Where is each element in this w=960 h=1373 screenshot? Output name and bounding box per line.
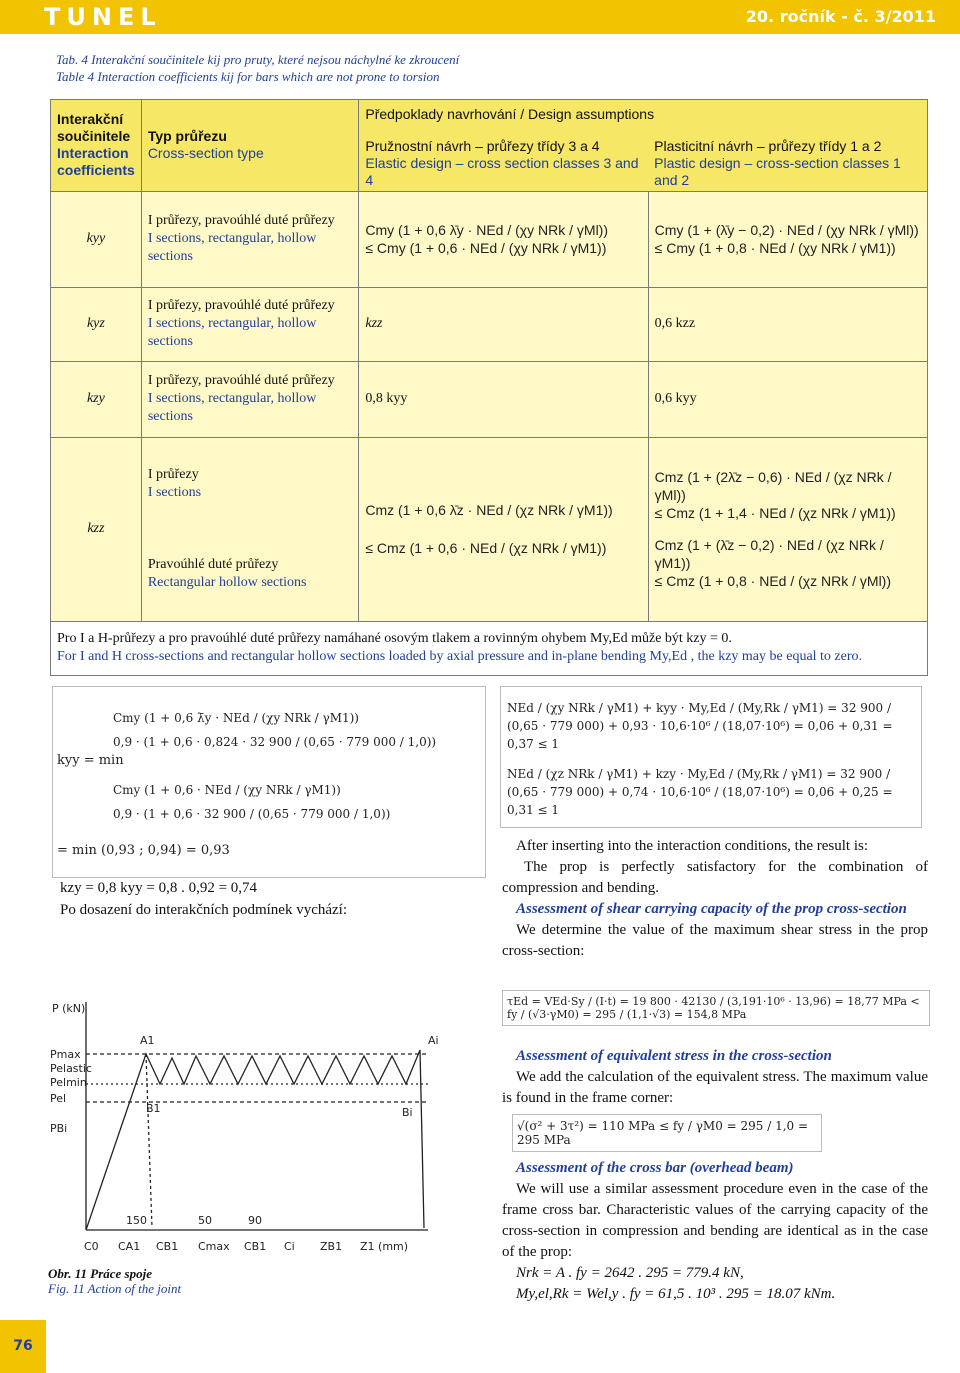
kyy-min-label: kyy = min (57, 753, 124, 768)
kyy-result: = min (0,93 ; 0,94) = 0,93 (57, 843, 230, 858)
kyy-term-2-values: 0,9 · (1 + 0,6 · 32 900 / (0,65 · 779 000 / 1,0)) (113, 807, 391, 821)
kyy-term-1: Cmy (1 + 0,6 λ̄y · NEd / (χy NRk / γM1)) (113, 711, 359, 725)
header-coefficients: Interakční součinitele Interaction coefficients (51, 100, 142, 192)
kyy-term-1-values: 0,9 · (1 + 0,6 · 0,824 · 32 900 / (0,65 · 779 000 / 1,0)) (113, 735, 437, 749)
plastic-formula: 0,6 kyy (648, 361, 927, 437)
header-section-type: Typ průřezu Cross-section type (141, 100, 359, 192)
table-row (51, 437, 928, 621)
kzy-line: kzy = 0,8 kyy = 0,8 . 0,92 = 0,74 (60, 880, 258, 896)
point-label: A1 (140, 1034, 155, 1047)
x-num-90: 90 (248, 1214, 262, 1227)
elastic-formula: Cmz (1 + 0,6 λ̄z · NEd / (χz NRk / γM1)) ≤ Cmz (1 + 0,6 · NEd / (χz NRk / γM1)) (359, 437, 648, 621)
table-caption-en: Table 4 Interaction coefficients kij for bars which are not prone to torsion (56, 69, 440, 84)
y-tick-pbi: PBi (50, 1122, 68, 1135)
header-elastic: Pružnostní návrh – průřezy třídy 3 a 4 Elastic design – cross section classes 3 and 4 (359, 184, 648, 192)
cross-bar-text: Assessment of the cross bar (overhead beam) We will use a similar assessment procedure even in the case of the frame cross bar. Characteristic values of the carrying capacity of the cross-section in compression and bending are identical as in the case of the prop: Nrk = A . fy = 2642 . 295 = 779.4 kN, My,el,Rk = Wel,y . fy = 61,5 . 10³ . 295 = 18.07 kNm. (502, 1160, 928, 1302)
figure-caption-en: Fig. 11 Action of the joint (48, 1281, 182, 1296)
coef-kyz: kyz (51, 287, 142, 361)
elastic-formula: Cmy (1 + 0,6 λ̄y · NEd / (χy NRk / γMl)) ≤ Cmy (1 + 0,6 · NEd / (χy NRk / γM1)) (359, 191, 648, 287)
kyy-term-2: Cmy (1 + 0,6 · NEd / (χy NRk / γM1)) (113, 783, 341, 797)
elastic-formula: 0,8 kyy (359, 361, 648, 437)
coef-kzz: kzz (51, 437, 142, 621)
table-note: Pro I a H-průřezy a pro pravoúhlé duté průřezy namáhané osovým tlakem a rovinným ohybem My,Ed může být kzy = 0. For I and H cross-sections and rectangular hollow sections loaded by axial pressure and in-plane bending My,Ed , the kzy may be equal to zero. (51, 621, 928, 675)
kyy-calculation-image (52, 686, 486, 878)
x-tick: C0 (84, 1240, 99, 1253)
type-cell: I průřezy, pravoúhlé duté průřezy I sections, rectangular, hollow sections (141, 287, 359, 361)
interaction-table (50, 99, 928, 676)
x-num-150: 150 (126, 1214, 147, 1227)
plastic-formula: 0,6 kzz (648, 287, 927, 361)
y-tick-pelastic: Pelastic (50, 1062, 92, 1075)
header-plastic: Plasticitní návrh – průřezy třídy 1 a 2 Plastic design – cross-section classes 1 and 2 (648, 184, 927, 192)
x-tick: CB1 (244, 1240, 267, 1253)
shear-formula-image: τEd = VEd·Sy / (I·t) = 19 800 · 42130 / (3,191·10⁶ · 13,96) = 18,77 MPa < fy / (√3·γM0) = 295 / (1,1·√3) = 154,8 MPa (502, 990, 930, 1026)
coef-kyy: kyy (51, 191, 142, 287)
check-line-2: NEd / (χz NRk / γM1) + kzy · My,Ed / (My,Rk / γM1) = 32 900 / (0,65 · 779 000) + 0,74 · 10,6·10⁶ / (18,07·10⁶) = 0,06 + 0,25 = 0,31 ≤ 1 (507, 767, 893, 817)
table-note-row (51, 621, 928, 675)
x-tick: Cmax (198, 1240, 230, 1253)
type-cell: I průřezy I sections Pravoúhlé duté průřezy Rectangular hollow sections (141, 437, 359, 621)
table-caption-cz: Tab. 4 Interakční součinitele kij pro pruty, které nejsou náchylné ke zkroucení (56, 52, 460, 67)
coef-kzy: kzy (51, 361, 142, 437)
table-row (51, 287, 928, 361)
load-curve (86, 1050, 424, 1230)
type-cell: I průřezy, pravoúhlé duté průřezy I sections, rectangular, hollow sections (141, 191, 359, 287)
y-axis-label: P (kN) (52, 1002, 86, 1015)
elastic-formula: kzz (359, 287, 648, 361)
page-number: 76 (0, 1320, 46, 1373)
figure-caption-cz: Obr. 11 Práce spoje (48, 1266, 152, 1281)
point-label: Bi (402, 1106, 413, 1119)
right-column-text: After inserting into the interaction conditions, the result is: The prop is perfectly satisfactory for the combination of compression and bending. Assessment of shear carrying capacity of the prop cross-section We determine the value of the maximum shear stress in the prop cross-section: (502, 838, 928, 959)
y-tick-pel: Pel (50, 1092, 67, 1105)
plastic-formula: Cmy (1 + (λ̄y − 0,2) · NEd / (χy NRk / γMl)) ≤ Cmy (1 + 0,8 · NEd / (χy NRk / γM1)) (648, 191, 927, 287)
x-tick: CB1 (156, 1240, 179, 1253)
equivalent-stress-formula: √(σ² + 3τ²) = 110 MPa ≤ fy / γM0 = 295 / 1,0 = 295 MPa (512, 1114, 822, 1152)
equivalent-stress-text: Assessment of equivalent stress in the cross-section We add the calculation of the equivalent stress. The maximum value is found in the frame corner: (502, 1048, 928, 1106)
x-tick: CA1 (118, 1240, 141, 1253)
header-design-assumptions: Předpoklady navrhování / Design assumptions (359, 100, 928, 184)
joint-action-diagram (48, 992, 484, 1260)
issue-label: 20. ročník - č. 3/2011 (745, 7, 936, 26)
y-tick-pelmin: Pelmin (50, 1076, 87, 1089)
plastic-formula: Cmz (1 + (2λ̄z − 0,6) · NEd / (χz NRk / γMl)) ≤ Cmz (1 + 1,4 · NEd / (χz NRk / γM1)) Cmz (1 + (λ̄z − 0,2) · NEd / (χz NRk / γM1)) ≤ Cmz (1 + 0,8 · NEd / (χz NRk / γMl)) (648, 437, 927, 621)
point-label: Ai (428, 1034, 439, 1047)
substitution-note: Po dosazení do interakčních podmínek vychází: (60, 902, 347, 918)
x-tick: Z1 (mm) (360, 1240, 409, 1253)
check-line-1: NEd / (χy NRk / γM1) + kyy · My,Ed / (My,Rk / γM1) = 32 900 / (0,65 · 779 000) + 0,93 · 10,6·10⁶ / (18,07·10⁶) = 0,06 + 0,31 = 0,37 ≤ 1 (507, 701, 893, 751)
unload-line (146, 1054, 152, 1228)
x-tick: Ci (284, 1240, 295, 1253)
y-tick-pmax: Pmax (50, 1048, 81, 1061)
x-tick: ZB1 (320, 1240, 343, 1253)
type-cell: I průřezy, pravoúhlé duté průřezy I sections, rectangular, hollow sections (141, 361, 359, 437)
interaction-check-image (500, 686, 922, 828)
x-num-50: 50 (198, 1214, 212, 1227)
point-label: B1 (146, 1102, 161, 1115)
table-row (51, 191, 928, 287)
journal-logo: TUNEL (44, 3, 162, 31)
table-row (51, 361, 928, 437)
